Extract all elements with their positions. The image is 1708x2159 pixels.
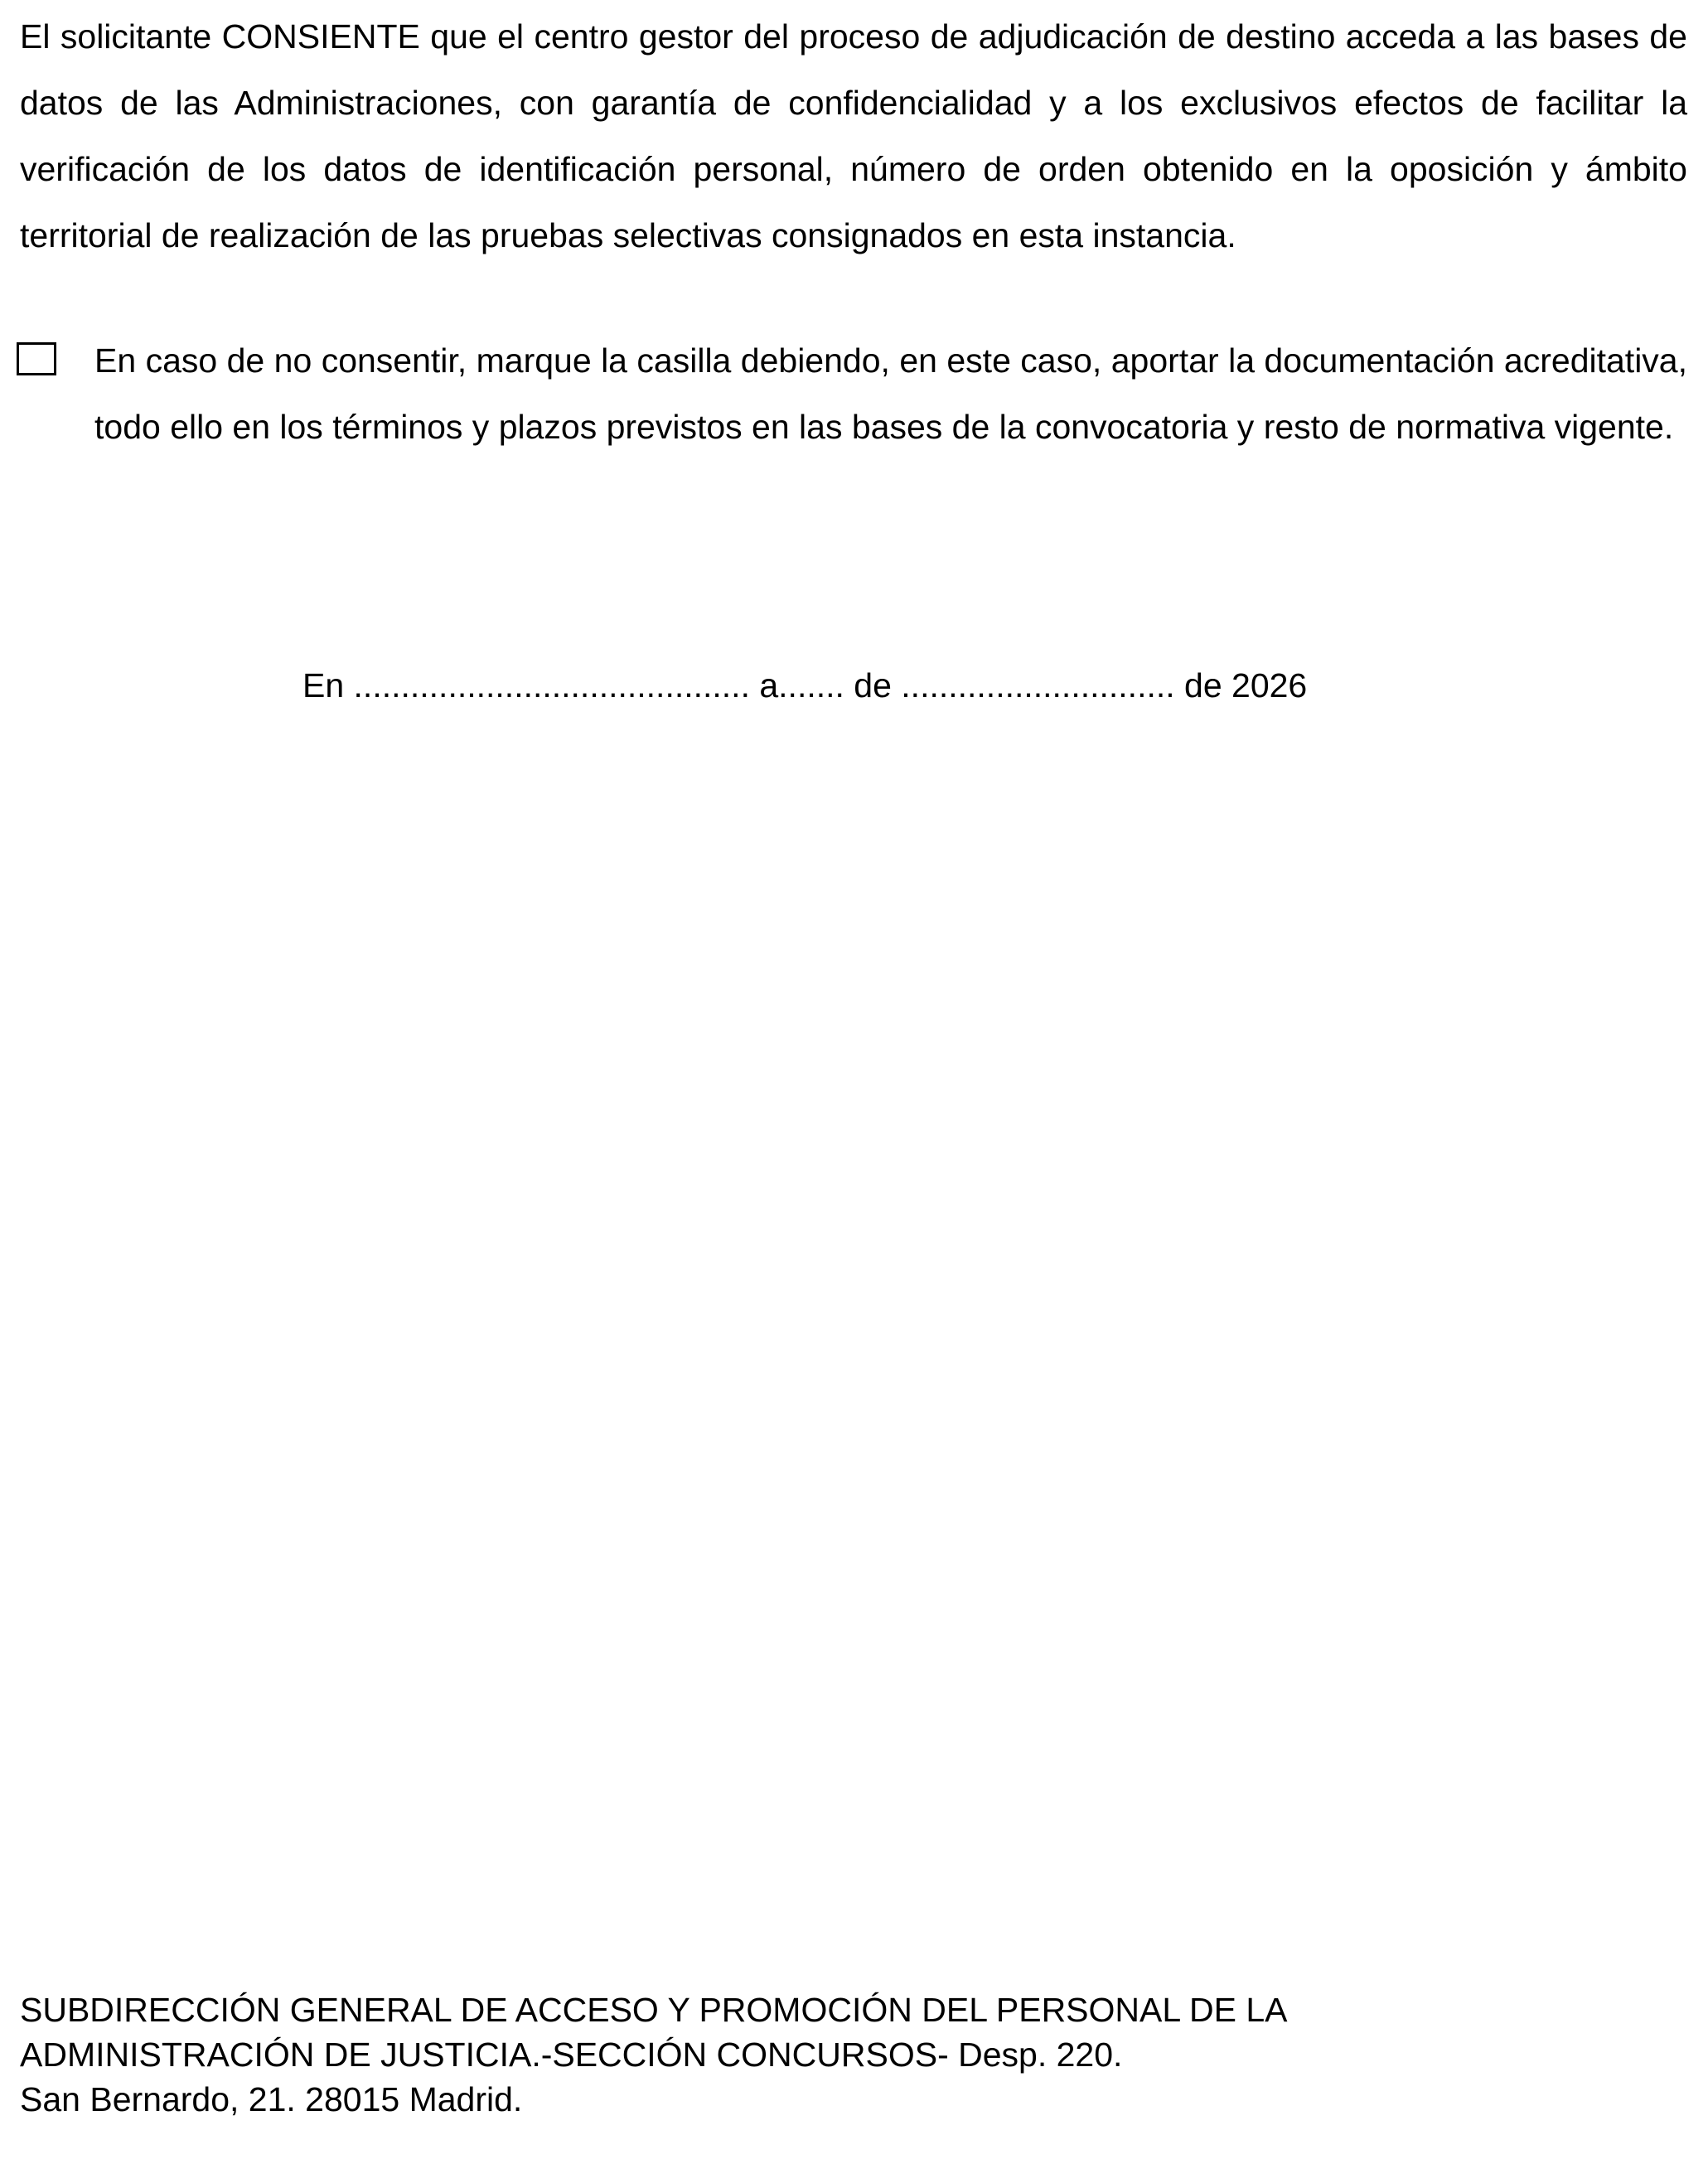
place-date-line: En .......................................... a....... de ............................. de 2026 bbox=[302, 666, 1308, 704]
no-consent-checkbox[interactable] bbox=[17, 342, 56, 375]
footer-line-3: San Bernardo, 21. 28015 Madrid. bbox=[20, 2080, 523, 2118]
no-consent-text: En caso de no consentir, marque la casilla debiendo, en este caso, aportar la documentación acreditativa, todo ello en los términos y plazos previstos en las bases de la convocatoria y resto de normativa vigente. bbox=[94, 341, 1687, 446]
footer-address bbox=[20, 1987, 1677, 2122]
footer-line-2: ADMINISTRACIÓN DE JUSTICIA.-SECCIÓN CONCURSOS- Desp. 220. bbox=[20, 2036, 1123, 2074]
consent-paragraph: El solicitante CONSIENTE que el centro gestor del proceso de adjudicación de destino acceda a las bases de datos de las Administraciones, con garantía de confidencialidad y a los exclusivos efectos de facilitar la verificación de los datos de identificación personal, número de orden obtenido en la oposición y ámbito territorial de realización de las pruebas selectivas consignados en esta instancia. bbox=[20, 17, 1687, 254]
footer-line-1: SUBDIRECCIÓN GENERAL DE ACCESO Y PROMOCIÓN DEL PERSONAL DE LA bbox=[20, 1991, 1288, 2029]
